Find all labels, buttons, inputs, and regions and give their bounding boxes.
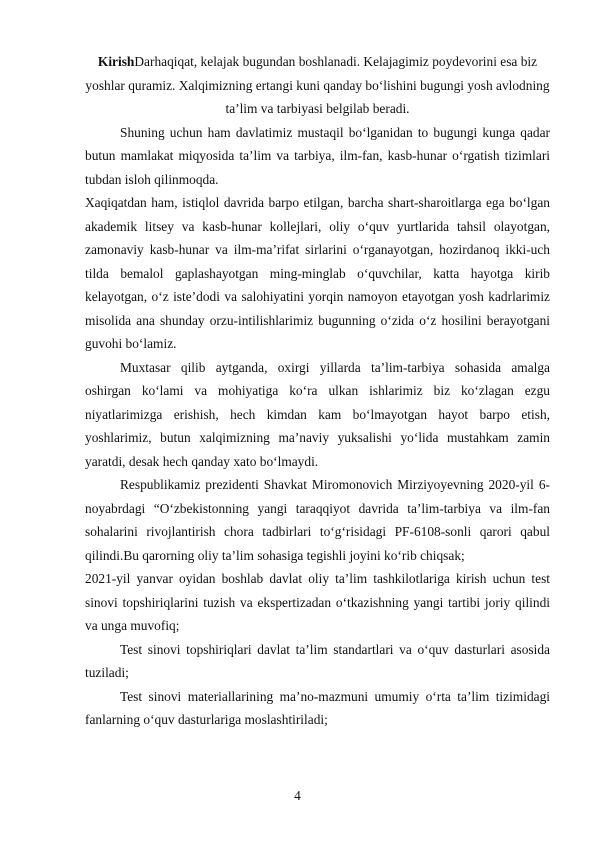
intro-text: Darhaqiqat, kelajak bugundan boshlanadi. Kelajagimiz poydevorini esa biz yoshlar quramiz. Xalqimizning ertangi kuni qanday bo‘lishini bugungi yosh avlodning ta’lim va tarbiyasi belgilab beradi.	[85, 54, 550, 116]
paragraph-4: Respublikamiz prezidenti Shavkat Miromonovich Mirziyoyevning 2020-yil 6-noyabrdagi “O‘zbekistonning yangi taraqqiyot davrida ta’lim-tarbiya va ilm-fan sohalarini rivojlantirish chora tadbirlari to‘g‘risidagi PF-6108-sonli qarori qabul qilindi.Bu qarorning oliy ta’lim sohasiga tegishli joyini ko‘rib chiqsak;	[85, 477, 550, 563]
paragraph-6: Test sinovi topshiriqlari davlat ta’lim standartlari va o‘quv dasturlari asosida tuziladi;	[85, 641, 550, 680]
paragraph-3: Muxtasar qilib aytganda, oxirgi yillarda ta’lim-tarbiya sohasida amalga oshirgan ko‘lami va mohiyatiga ko‘ra ulkan ishlarimiz biz ko‘zlagan ezgu niyatlarimizga erishish, hech kimdan kam bo‘lmayotgan hayot barpo etish, yoshlarimiz, butun xalqimizning ma’naviy yuksalishi yo‘lida mustahkam zamin yaratdi, desak hech qanday xato bo‘lmaydi.	[85, 359, 550, 469]
paragraph-7: Test sinovi materiallarining ma’no-mazmuni umumiy o‘rta ta’lim tizimidagi fanlarning o‘quv dasturlariga moslashtiriladi;	[85, 688, 550, 727]
intro-heading	[85, 50, 550, 121]
page-number: 4	[294, 788, 301, 803]
document-page	[85, 50, 550, 732]
intro-title: Kirish	[97, 54, 135, 69]
paragraph-2: Xaqiqatdan ham, istiqlol davrida barpo etilgan, barcha shart-sharoitlarga ega bo‘lgan akademik litsey va kasb-hunar kollejlari, oliy o‘quv yurtlarida tahsil olayotgan, zamonaviy kasb-hunar va ilm-ma’rifat sirlarini o‘rganayotgan, hozirdanoq ikki-uch tilda bemalol gaplashayotgan ming-minglab o‘quvchilar, katta hayotga kirib kelayotgan, o‘z iste’dodi va salohiyatini yorqin namoyon etayotgan yosh kadrlarimiz misolida ana shunday orzu-intilishlarimiz bugunning o‘zida o‘z hosilini berayotgani guvohi bo‘lamiz.	[85, 195, 550, 351]
paragraph-1: Shuning uchun ham davlatimiz mustaqil bo‘lganidan to bugungi kunga qadar butun mamlakat miqyosida ta’lim va tarbiya, ilm-fan, kasb-hunar o‘rgatish tizimlari tubdan isloh qilinmoqda.	[85, 124, 550, 187]
paragraph-5: 2021-yil yanvar oyidan boshlab davlat oliy ta’lim tashkilotlariga kirish uchun test sinovi topshiriqlarini tuzish va ekspertizadan o‘tkazishning yangi tartibi joriy qilindi va unga muvofiq;	[85, 571, 550, 633]
